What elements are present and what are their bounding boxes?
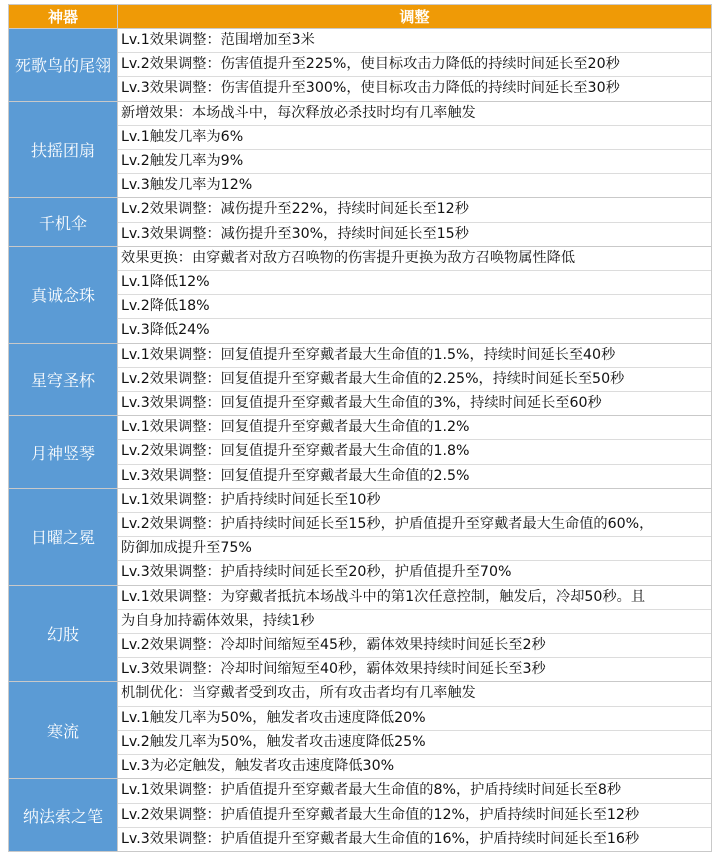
artifact-name: 扶摇团扇 [9, 101, 118, 198]
table-row [9, 246, 712, 343]
adjustment-cell [118, 416, 712, 489]
adjustment-line: Lv.1效果调整：为穿戴者抵抗本场战斗中的第1次任意控制，触发后，冷却50秒。且 [121, 588, 646, 605]
adjustment-line: Lv.3触发几率为12% [118, 173, 711, 197]
adjustment-line: Lv.1效果调整：范围增加至3米 [121, 32, 315, 48]
adjustment-line: Lv.1效果调整：回复值提升至穿戴者最大生命值的1.2% [121, 419, 470, 436]
adjustment-line: Lv.3效果调整：冷却时间缩短至40秒，霸体效果持续时间延长至3秒 [118, 657, 711, 681]
adjustment-line: Lv.2降低18% [118, 294, 711, 318]
artifact-name: 日曜之冕 [9, 488, 118, 585]
table-body [9, 29, 712, 852]
adjustment-line: 防御加成提升至75% [118, 536, 711, 560]
adjustment-line: Lv.1触发几率为6% [118, 125, 711, 149]
adjustment-line: Lv.1降低12% [118, 270, 711, 294]
artifact-name: 月神竖琴 [9, 416, 118, 489]
artifact-name: 幻肢 [9, 585, 118, 682]
artifact-name: 寒流 [9, 682, 118, 779]
adjustment-cell [118, 101, 712, 198]
artifact-name: 真诚念珠 [9, 246, 118, 343]
table-row [9, 682, 712, 779]
artifact-name: 纳法索之笔 [9, 779, 118, 852]
table-row [9, 779, 712, 852]
adjustment-line: Lv.3为必定触发，触发者攻击速度降低30% [118, 754, 711, 778]
adjustment-line: Lv.3降低24% [118, 318, 711, 342]
artifact-adjustment-table-wrapper [8, 4, 712, 852]
header-artifact: 神器 [9, 5, 118, 29]
artifact-name: 千机伞 [9, 198, 118, 246]
adjustment-line: Lv.3效果调整：护盾持续时间延长至20秒，护盾值提升至70% [118, 560, 711, 584]
adjustment-line: Lv.2效果调整：回复值提升至穿戴者最大生命值的2.25%，持续时间延长至50秒 [118, 367, 711, 391]
adjustment-line: Lv.2效果调整：回复值提升至穿戴者最大生命值的1.8% [118, 439, 711, 463]
table-row [9, 488, 712, 585]
table-row [9, 198, 712, 246]
adjustment-cell [118, 488, 712, 585]
adjustment-line: Lv.1效果调整：回复值提升至穿戴者最大生命值的1.5%，持续时间延长至40秒 [121, 346, 616, 363]
header-row [9, 5, 712, 29]
adjustment-line: Lv.3效果调整：回复值提升至穿戴者最大生命值的3%，持续时间延长至60秒 [118, 391, 711, 415]
adjustment-cell [118, 246, 712, 343]
adjustment-line: Lv.3效果调整：伤害值提升至300%，使目标攻击力降低的持续时间延长至30秒 [118, 76, 711, 100]
adjustment-line: Lv.2触发几率为9% [118, 149, 711, 173]
adjustment-line: Lv.3效果调整：护盾值提升至穿戴者最大生命值的16%，护盾持续时间延长至16秒 [118, 827, 711, 851]
adjustment-cell [118, 198, 712, 246]
header-adjustment: 调整 [118, 5, 712, 29]
artifact-name: 星穹圣杯 [9, 343, 118, 416]
adjustment-cell [118, 779, 712, 852]
adjustment-line: Lv.2效果调整：护盾持续时间延长至15秒，护盾值提升至穿戴者最大生命值的60%， [118, 512, 711, 536]
artifact-adjustment-table [8, 4, 712, 852]
adjustment-line: Lv.2触发几率为50%，触发者攻击速度降低25% [118, 730, 711, 754]
table-row [9, 29, 712, 102]
adjustment-line: 机制优化：当穿戴者受到攻击，所有攻击者均有几率触发 [121, 685, 476, 702]
adjustment-line: Lv.2效果调整：护盾值提升至穿戴者最大生命值的12%，护盾持续时间延长至12秒 [118, 803, 711, 827]
adjustment-cell [118, 585, 712, 682]
adjustment-line: Lv.3效果调整：回复值提升至穿戴者最大生命值的2.5% [118, 464, 711, 488]
table-row [9, 416, 712, 489]
table-row [9, 585, 712, 682]
adjustment-line: 新增效果：本场战斗中，每次释放必杀技时均有几率触发 [121, 104, 476, 121]
adjustment-line: Lv.1效果调整：护盾值提升至穿戴者最大生命值的8%，护盾持续时间延长至8秒 [121, 782, 622, 799]
adjustment-line: Lv.2效果调整：伤害值提升至225%，使目标攻击力降低的持续时间延长至20秒 [118, 52, 711, 76]
artifact-name: 死歌鸟的尾翎 [9, 29, 118, 102]
adjustment-line: Lv.3效果调整：减伤提升至30%，持续时间延长至15秒 [118, 222, 711, 246]
adjustment-cell [118, 343, 712, 416]
adjustment-cell [118, 682, 712, 779]
adjustment-line: Lv.2效果调整：冷却时间缩短至45秒，霸体效果持续时间延长至2秒 [118, 633, 711, 657]
adjustment-cell [118, 29, 712, 102]
table-row [9, 343, 712, 416]
adjustment-line: 效果更换：由穿戴者对敌方召唤物的伤害提升更换为敌方召唤物属性降低 [121, 249, 576, 266]
adjustment-line: 为自身加持霸体效果，持续1秒 [118, 609, 711, 633]
adjustment-line: Lv.2效果调整：减伤提升至22%，持续时间延长至12秒 [121, 201, 469, 218]
table-row [9, 101, 712, 198]
adjustment-line: Lv.1效果调整：护盾持续时间延长至10秒 [121, 491, 381, 508]
adjustment-line: Lv.1触发几率为50%，触发者攻击速度降低20% [118, 706, 711, 730]
